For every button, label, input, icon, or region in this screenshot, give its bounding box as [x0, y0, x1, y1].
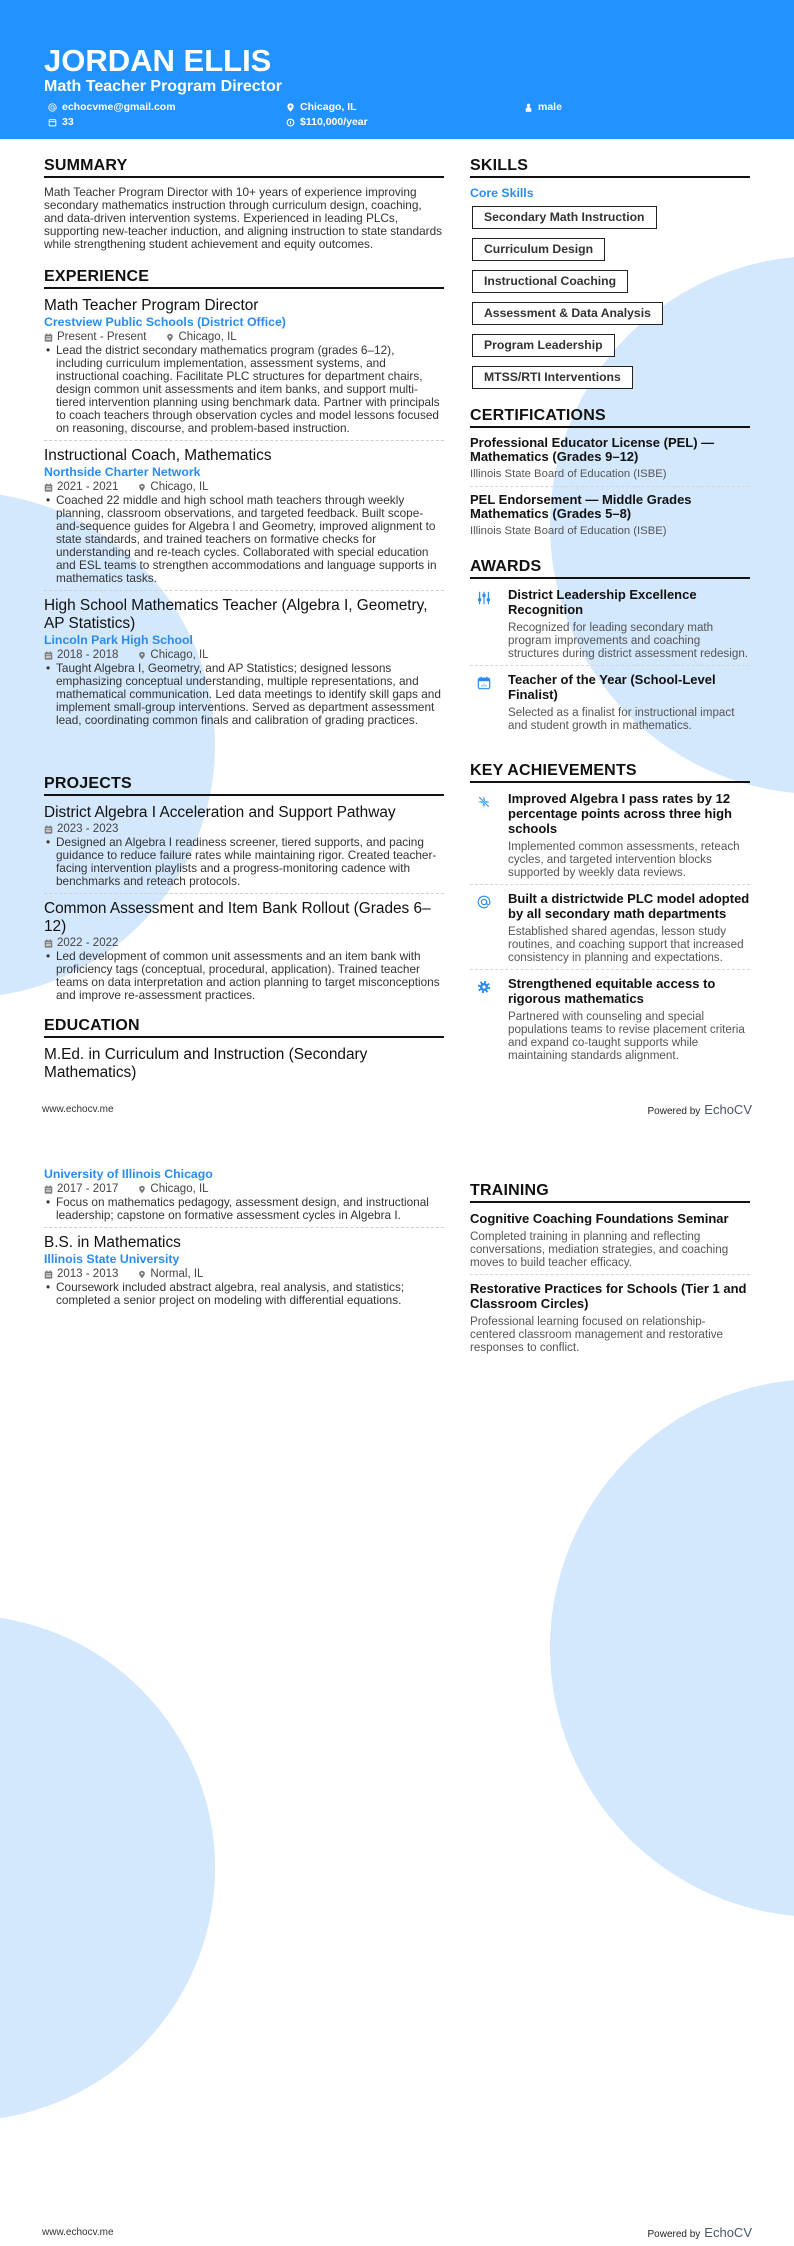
certification-issuer: Illinois State Board of Education (ISBE)	[470, 525, 667, 537]
project-dates	[44, 822, 118, 836]
contact-salary	[286, 115, 368, 129]
bullet-text: Coursework included abstract algebra, real analysis, and statistics; completed a senior project on modeling with differential equations.	[56, 1280, 405, 1307]
job-dates	[44, 480, 118, 494]
job-location-text: Chicago, IL	[150, 481, 209, 493]
achievement-text	[508, 791, 750, 879]
job-company: Northside Charter Network	[44, 465, 201, 479]
award-icon-wrap	[470, 672, 508, 732]
calendar-icon	[44, 1270, 53, 1279]
map-pin-icon	[286, 103, 295, 112]
job-meta	[44, 648, 444, 662]
job-dates	[44, 648, 118, 662]
experience-heading: EXPERIENCE	[44, 266, 444, 289]
footer-website-link[interactable]: www.echocv.me	[42, 1104, 114, 1115]
education-dates	[44, 1182, 118, 1196]
resume-header	[0, 0, 794, 139]
job-location	[138, 480, 208, 494]
job-dates-text: 2021 - 2021	[57, 481, 119, 493]
footer-powered-by	[647, 1102, 752, 1117]
bullet-dot-icon: •	[46, 343, 51, 357]
job-location	[138, 648, 208, 662]
bullet-text: Taught Algebra I, Geometry, and AP Statistics; designed lessons emphasizing conceptual understanding, multiple representations, and mathematical communication. Led data meetings to identify skill gaps and implement small-group interventions. Served as department assessment lead, coordinating common finals and calibration of grading practices.	[56, 661, 441, 727]
certifications-section	[470, 405, 750, 543]
education-degree: M.Ed. in Curriculum and Instruction (Secondary Mathematics)	[44, 1046, 368, 1081]
footer-website-link[interactable]: www.echocv.me	[42, 2227, 114, 2238]
education-dates-text: 2017 - 2017	[57, 1183, 119, 1195]
award-description: Selected as a finalist for instructional impact and student growth in mathematics.	[508, 706, 735, 732]
achievement-icon-wrap	[470, 891, 508, 964]
job-company: Crestview Public Schools (District Office)	[44, 315, 286, 329]
award-item	[470, 672, 750, 737]
summary-heading: SUMMARY	[44, 155, 444, 178]
candidate-name: JORDAN ELLIS	[44, 43, 272, 78]
calendar-icon	[44, 651, 53, 660]
job-role: High School Mathematics Teacher (Algebra I, Geometry, AP Statistics)	[44, 597, 428, 632]
job-dates	[44, 330, 146, 344]
person-icon	[524, 103, 533, 112]
bullet-dot-icon: •	[46, 835, 51, 849]
project-entry	[44, 804, 444, 894]
bullet-item	[44, 950, 444, 1002]
skill-tag: Assessment & Data Analysis	[472, 302, 663, 325]
experience-entry	[44, 297, 444, 441]
achievement-description: Partnered with counseling and special populations teams to revise placement criteria and expand co-taught supports while maintaining standards alignment.	[508, 1010, 745, 1062]
award-item	[470, 587, 750, 666]
education-dates	[44, 1267, 118, 1281]
achievement-item	[470, 791, 750, 885]
award-text	[508, 672, 750, 732]
bullet-item	[44, 836, 444, 888]
skill-tag: Curriculum Design	[472, 238, 605, 261]
skills-heading: SKILLS	[470, 155, 750, 178]
training-title: Cognitive Coaching Foundations Seminar	[470, 1211, 729, 1226]
calendar-icon	[44, 1185, 53, 1194]
award-description: Recognized for leading secondary math program improvements and coaching structures during district assessment redesign.	[508, 621, 749, 660]
bullet-dot-icon: •	[46, 661, 51, 675]
calendar-icon	[44, 939, 53, 948]
project-name: Common Assessment and Item Bank Rollout (Grades 6–12)	[44, 900, 431, 935]
money-coin-icon	[286, 118, 295, 127]
footer-powered-by	[647, 2225, 752, 2240]
contact-salary-text: $110,000/year	[300, 116, 368, 128]
project-dates-text: 2023 - 2023	[57, 823, 119, 835]
map-pin-icon	[138, 1270, 146, 1279]
decorative-circle-left	[0, 1615, 215, 2121]
map-pin-icon	[166, 333, 174, 342]
job-location-text: Chicago, IL	[150, 649, 209, 661]
education-dates-text: 2013 - 2013	[57, 1268, 119, 1280]
achievement-item	[470, 891, 750, 970]
certification-item	[470, 493, 750, 543]
bullet-text: Lead the district secondary mathematics program (grades 6–12), including curriculum implementation, assessment systems, and instructional coaching. Facilitate PLC structures for department chairs, design common unit assessments and item banks, and support multi-tiered intervention planning using benchmark data. Partner with principals to coach teachers through observation cycles and model lessons focused on reasoning, discourse, and problem-based instruction.	[56, 343, 440, 435]
powered-by-label: Powered by	[647, 2229, 701, 2240]
training-section	[470, 1180, 750, 1359]
map-pin-icon	[138, 483, 146, 492]
bullet-item	[44, 1196, 444, 1222]
award-text	[508, 587, 750, 660]
training-heading: TRAINING	[470, 1180, 750, 1203]
projects-heading: PROJECTS	[44, 773, 444, 796]
decorative-circle-right	[550, 1379, 794, 1917]
achievement-title: Built a districtwide PLC model adopted by all secondary math departments	[508, 891, 750, 921]
experience-section	[44, 266, 444, 732]
education-location-text: Normal, IL	[150, 1268, 204, 1280]
project-bullets	[44, 836, 444, 888]
bullet-dot-icon: •	[46, 1195, 51, 1209]
contact-location-text: Chicago, IL	[300, 101, 357, 113]
bullet-text: Coached 22 middle and high school math teachers through weekly planning, classroom observations, and targeted feedback. Built scope-and-sequence guides for Algebra I and Geometry, improved alignment to state standards, and trained teachers on formative checks for understanding and re-teach cycles. Collaborated with special education and ESL teams to strengthen accommodations and language supports in mathematics tasks.	[56, 493, 437, 585]
resume-page-2	[0, 1123, 794, 2246]
map-pin-icon	[138, 1185, 146, 1194]
education-location-text: Chicago, IL	[150, 1183, 209, 1195]
education-entry	[44, 1234, 444, 1312]
brand-link[interactable]: EchoCV	[704, 2225, 752, 2240]
training-item	[470, 1211, 750, 1275]
bullet-item	[44, 662, 444, 727]
job-bullets	[44, 494, 444, 585]
project-meta	[44, 936, 444, 950]
job-dates-text: Present - Present	[57, 331, 147, 343]
powered-by-label: Powered by	[647, 1106, 701, 1117]
gear-icon	[477, 980, 491, 994]
education-section	[44, 1015, 444, 1082]
summary-text: Math Teacher Program Director with 10+ years of experience improving secondary mathematics instruction through curriculum design, coaching, and data-driven intervention systems. Experienced in leading PLCs, supporting new-teacher induction, and aligning instruction to state standards while strengthening student achievement and equity outcomes.	[44, 185, 443, 251]
summary-section	[44, 155, 444, 256]
calendar-icon	[44, 825, 53, 834]
certification-name: Professional Educator License (PEL) — Mathematics (Grades 9–12)	[470, 435, 715, 464]
education-heading: EDUCATION	[44, 1015, 444, 1038]
job-location-text: Chicago, IL	[178, 331, 237, 343]
brand-link[interactable]: EchoCV	[704, 1102, 752, 1117]
contact-age-text: 33	[62, 116, 74, 128]
bullet-dot-icon: •	[46, 1280, 51, 1294]
job-role: Instructional Coach, Mathematics	[44, 447, 272, 464]
email-at-icon	[48, 103, 57, 112]
project-dates-text: 2022 - 2022	[57, 937, 119, 949]
achievement-icon-wrap	[470, 976, 508, 1062]
education-school: Illinois State University	[44, 1252, 180, 1266]
contact-age	[48, 115, 74, 129]
map-pin-icon	[138, 651, 146, 660]
achievement-text	[508, 976, 750, 1062]
skill-tag: MTSS/RTI Interventions	[472, 366, 633, 389]
achievements-heading: KEY ACHIEVEMENTS	[470, 760, 750, 783]
education-degree: B.S. in Mathematics	[44, 1234, 181, 1251]
experience-entry	[44, 597, 444, 732]
job-location	[166, 330, 236, 344]
skill-tag: Program Leadership	[472, 334, 615, 357]
job-company: Lincoln Park High School	[44, 633, 193, 647]
contact-email[interactable]	[48, 100, 176, 114]
achievement-title: Strengthened equitable access to rigorous mathematics	[508, 976, 716, 1006]
candidate-title: Math Teacher Program Director	[44, 78, 282, 95]
certification-issuer: Illinois State Board of Education (ISBE)	[470, 468, 667, 480]
achievement-icon-wrap	[470, 791, 508, 879]
job-dates-text: 2018 - 2018	[57, 649, 119, 661]
project-meta	[44, 822, 444, 836]
sliders-icon	[477, 591, 491, 605]
job-meta	[44, 480, 444, 494]
skill-tags	[470, 201, 750, 394]
education-bullets	[44, 1281, 444, 1307]
training-description: Completed training in planning and reflecting conversations, mediation strategies, and coaching moves to build teacher efficacy.	[470, 1230, 729, 1269]
calendar-icon	[44, 483, 53, 492]
bullet-item	[44, 494, 444, 585]
award-title: District Leadership Excellence Recognition	[508, 587, 697, 617]
certification-item	[470, 436, 750, 487]
certification-name: PEL Endorsement — Middle Grades Mathematics (Grades 5–8)	[470, 492, 692, 521]
education-location	[138, 1267, 203, 1281]
calendar-icon	[44, 333, 53, 342]
training-description: Professional learning focused on relationship-centered classroom management and restorative responses to conflict.	[470, 1315, 723, 1354]
education-school: University of Illinois Chicago	[44, 1167, 213, 1181]
contact-location	[286, 100, 357, 114]
calendar-chart-icon	[477, 676, 491, 690]
achievement-description: Established shared agendas, lesson study routines, and coaching support that increased consistency in planning and expectations.	[508, 925, 744, 964]
experience-entry	[44, 447, 444, 591]
project-bullets	[44, 950, 444, 1002]
awards-section	[470, 556, 750, 737]
achievement-text	[508, 891, 750, 964]
project-name: District Algebra I Acceleration and Support Pathway	[44, 804, 396, 821]
bullet-dot-icon: •	[46, 493, 51, 507]
projects-section	[44, 773, 444, 1007]
certifications-heading: CERTIFICATIONS	[470, 405, 750, 428]
education-entry	[44, 1167, 444, 1228]
skill-tag: Secondary Math Instruction	[472, 206, 657, 229]
contact-gender	[524, 100, 562, 114]
achievement-title: Improved Algebra I pass rates by 12 percentage points across three high schools	[508, 791, 732, 836]
award-icon-wrap	[470, 587, 508, 660]
achievement-description: Implemented common assessments, reteach cycles, and targeted intervention blocks supported by weekly data reviews.	[508, 840, 740, 879]
skill-tag: Instructional Coaching	[472, 270, 628, 293]
bullet-item	[44, 1281, 444, 1307]
training-title: Restorative Practices for Schools (Tier 1 and Classroom Circles)	[470, 1281, 747, 1311]
project-dates	[44, 936, 118, 950]
contact-email-text[interactable]: echocvme@gmail.com	[62, 101, 176, 113]
contact-gender-text: male	[538, 101, 562, 113]
education-bullets	[44, 1196, 444, 1222]
awards-heading: AWARDS	[470, 556, 750, 579]
sparkle-off-icon	[477, 795, 491, 809]
award-title: Teacher of the Year (School-Level Finalist)	[508, 672, 716, 702]
skills-section	[470, 155, 750, 394]
education-location	[138, 1182, 208, 1196]
at-icon	[477, 895, 491, 909]
education-section-continued	[44, 1167, 444, 1312]
bullet-dot-icon: •	[46, 949, 51, 963]
training-item	[470, 1281, 750, 1359]
bullet-text: Focus on mathematics pedagogy, assessment design, and instructional leadership; capstone on formative assessment cycles in Algebra I.	[56, 1195, 429, 1222]
job-meta	[44, 330, 444, 344]
education-meta	[44, 1267, 444, 1281]
bullet-text: Led development of common unit assessments and an item bank with proficiency tags (conceptual, procedural, application). Trained teacher teams on data interpretation and action planning to target misconceptions and improve re-assessment practices.	[56, 949, 440, 1002]
calendar-icon	[48, 118, 57, 127]
achievement-item	[470, 976, 750, 1067]
education-meta	[44, 1182, 444, 1196]
project-entry	[44, 900, 444, 1007]
job-role: Math Teacher Program Director	[44, 297, 259, 314]
job-bullets	[44, 662, 444, 727]
job-bullets	[44, 344, 444, 435]
bullet-item	[44, 344, 444, 435]
achievements-section	[470, 760, 750, 1067]
bullet-text: Designed an Algebra I readiness screener, tiered supports, and pacing guidance to reduce failure rates while maintaining rigor. Created teacher-facing intervention playlists and a progress-monitoring cadence with benchmarks and reteach protocols.	[56, 835, 437, 888]
skills-group-label: Core Skills	[470, 186, 534, 200]
